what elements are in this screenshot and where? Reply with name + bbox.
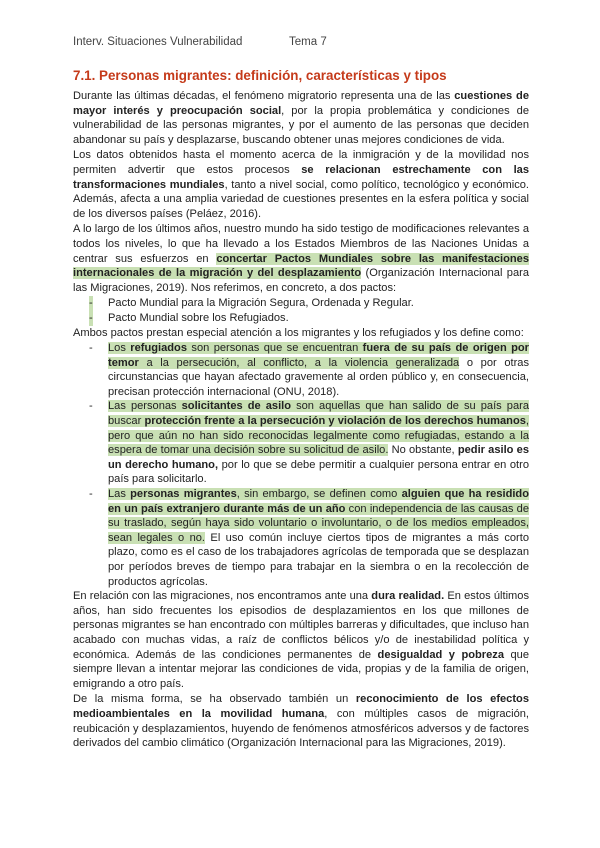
list-item: - Pacto Mundial para la Migración Segura, Ordenada y Regular. bbox=[73, 296, 529, 311]
definition-refugiados: - Los refugiados son personas que se encuentran fuera de su país de origen por temor a la persecución, al conflicto, a la violencia generalizada o por otras circunstancias que hayan afectado gravemente al orden público y, en consecuencia, precisan protección internacional (ONU, 2018). bbox=[73, 341, 529, 399]
definition-solicitantes-asilo: - Las personas solicitantes de asilo son aquellas que han salido de su país para buscar protección frente a la persecución y violación de los derechos humanos, pero que aún no han sido reconocidas legalmente como refugiadas, estando a la espera de tomar una decisión sobre su solicitud de asilo. No obstante, pedir asilo es un derecho humano, por lo que se debe permitir a cualquier persona entrar en otro país para solicitarlo. bbox=[73, 399, 529, 487]
header-topic: Tema 7 bbox=[289, 36, 327, 48]
list-item: - Pacto Mundial sobre los Refugiados. bbox=[73, 311, 529, 326]
definition-personas-migrantes: - Las personas migrantes, sin embargo, se definen como alguien que ha residido en un país extranjero durante más de un año con independencia de las causas de su traslado, según haya sido voluntario o involuntario, o de los medios empleados, sean legales o no. El uso común incluye ciertos tipos de migrantes a más corto plazo, como es el caso de los trabajadores agrícolas de temporada que se desplazan por períodos breves de tiempo para trabajar en la siembra o en la recolección de productos agrícolas. bbox=[73, 487, 529, 589]
paragraph-dura-realidad: En relación con las migraciones, nos encontramos ante una dura realidad. En estos últimos años, han sido frecuentes los episodios de desplazamientos en los que millones de personas migrantes se han encontrado con múltiples barreras y dificultades, que incluso han acabado con muchas vidas, a raíz de conflictos bélicos y/o de inestabilidad política y económica. Además de las condiciones permanentes de desigualdad y pobreza que siempre llevan a intentar mejorar las condiciones de vida, propias y de la familia de origen, emigrando a otro país. bbox=[73, 590, 529, 690]
paragraph-data: Los datos obtenidos hasta el momento acerca de la inmigración y de la movilidad nos permiten advertir que estos procesos se relacionan estrechamente con las transformaciones mundiales, tanto a nivel social, como político, tecnológico y económico. Además, afecta a una amplia variedad de cuestiones presentes en la esfera política y social de los diversos países (Peláez, 2016). bbox=[73, 149, 529, 220]
paragraph-pacts: A lo largo de los últimos años, nuestro mundo ha sido testigo de modificaciones relevantes a todos los niveles, lo que ha llevado a los Estados Miembros de las Naciones Unidas a centrar sus esfuerzos en concertar Pactos Mundiales sobre las manifestaciones internacionales de la migración y del desplazamiento (Organización Internacional para las Migraciones, 2019). Nos referimos, en concreto, a dos pactos: bbox=[73, 223, 529, 294]
document-body bbox=[73, 89, 529, 752]
pacts-list bbox=[73, 296, 529, 325]
page-header bbox=[73, 36, 327, 48]
section-title: 7.1. Personas migrantes: definición, características y tipos bbox=[73, 68, 447, 83]
definitions-list bbox=[73, 341, 529, 589]
header-subject: Interv. Situaciones Vulnerabilidad bbox=[73, 36, 243, 48]
paragraph-both-pacts: Ambos pactos prestan especial atención a los migrantes y los refugiados y los define como: bbox=[73, 326, 524, 339]
paragraph-medioambiente: De la misma forma, se ha observado también un reconocimiento de los efectos medioambientales en la movilidad humana, con múltiples casos de migración, reubicación y desplazamientos, huyendo de fenómenos atmosféricos adversos y de factores derivados del cambio climático (Organización Internacional para las Migraciones, 2019). bbox=[73, 693, 529, 750]
paragraph-intro: Durante las últimas décadas, el fenómeno migratorio representa una de las cuestiones de mayor interés y preocupación social, por la propia problemática y condiciones de vulnerabilidad de las personas migrantes, y por el aumento de las personas que deciden abandonar su país y desplazarse, buscando obtener unas mejores condiciones de vida. bbox=[73, 90, 529, 146]
